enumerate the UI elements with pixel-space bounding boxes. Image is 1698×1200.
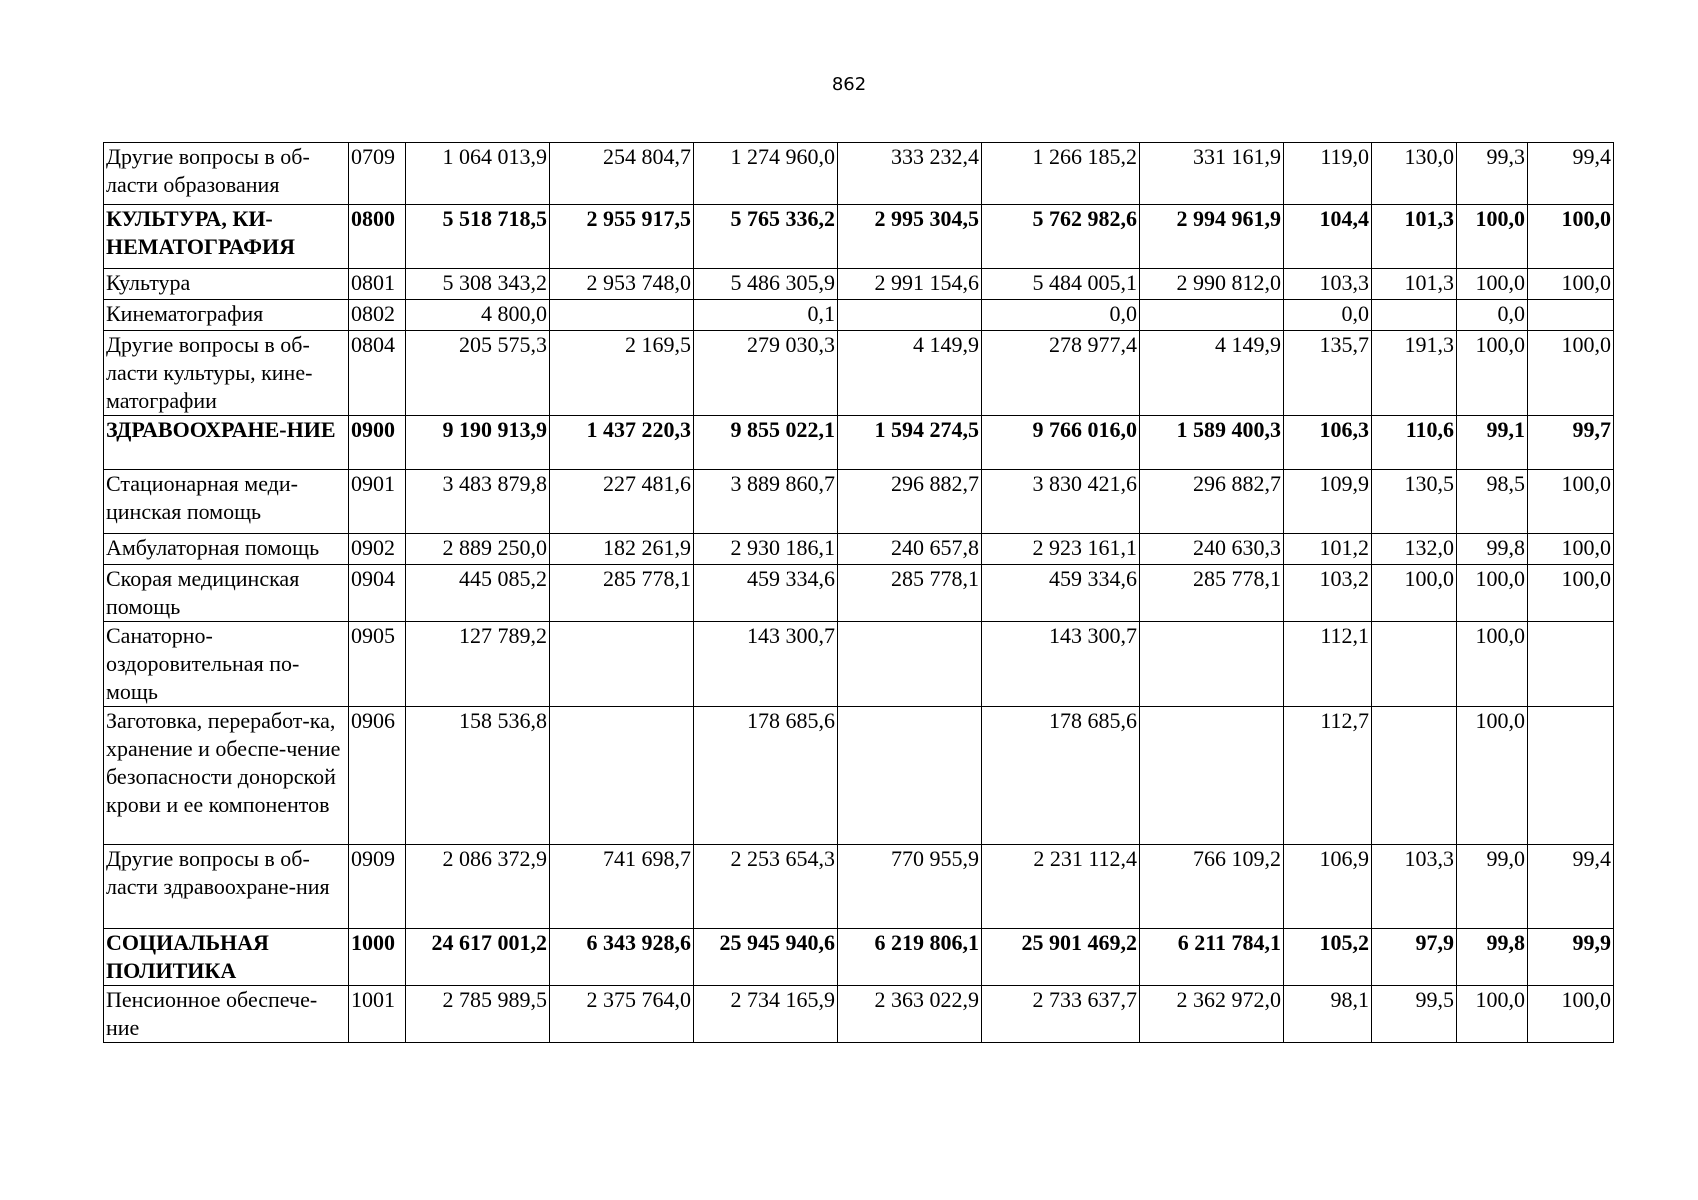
value-cell: 285 778,1 xyxy=(550,565,694,622)
value-cell: 143 300,7 xyxy=(982,622,1140,707)
value-cell xyxy=(1372,622,1457,707)
value-cell: 6 219 806,1 xyxy=(838,929,982,986)
value-cell: 2 995 304,5 xyxy=(838,205,982,269)
value-cell: 459 334,6 xyxy=(982,565,1140,622)
row-name: КУЛЬТУРА, КИ-НЕМАТОГРАФИЯ xyxy=(104,205,349,269)
value-cell: 1 437 220,3 xyxy=(550,416,694,470)
table-row xyxy=(104,565,1614,622)
value-cell: 205 575,3 xyxy=(406,331,550,416)
row-code: 0800 xyxy=(349,205,406,269)
value-cell: 1 274 960,0 xyxy=(694,143,838,205)
value-cell: 100,0 xyxy=(1457,205,1528,269)
value-cell: 2 991 154,6 xyxy=(838,269,982,300)
value-cell xyxy=(838,707,982,845)
row-code: 0900 xyxy=(349,416,406,470)
value-cell: 9 855 022,1 xyxy=(694,416,838,470)
value-cell: 5 762 982,6 xyxy=(982,205,1140,269)
value-cell: 240 657,8 xyxy=(838,534,982,565)
value-cell: 1 266 185,2 xyxy=(982,143,1140,205)
value-cell: 254 804,7 xyxy=(550,143,694,205)
value-cell: 24 617 001,2 xyxy=(406,929,550,986)
value-cell: 2 955 917,5 xyxy=(550,205,694,269)
value-cell: 279 030,3 xyxy=(694,331,838,416)
value-cell: 99,0 xyxy=(1457,845,1528,929)
row-code: 0906 xyxy=(349,707,406,845)
value-cell: 333 232,4 xyxy=(838,143,982,205)
value-cell: 5 308 343,2 xyxy=(406,269,550,300)
value-cell xyxy=(1140,622,1284,707)
value-cell: 4 149,9 xyxy=(838,331,982,416)
value-cell: 3 483 879,8 xyxy=(406,470,550,534)
row-code: 0804 xyxy=(349,331,406,416)
value-cell: 2 734 165,9 xyxy=(694,986,838,1043)
value-cell xyxy=(1372,707,1457,845)
value-cell: 100,0 xyxy=(1457,707,1528,845)
row-code: 0801 xyxy=(349,269,406,300)
value-cell: 2 375 764,0 xyxy=(550,986,694,1043)
row-code: 1000 xyxy=(349,929,406,986)
value-cell: 2 362 972,0 xyxy=(1140,986,1284,1043)
value-cell: 227 481,6 xyxy=(550,470,694,534)
value-cell: 25 901 469,2 xyxy=(982,929,1140,986)
value-cell: 100,0 xyxy=(1528,269,1614,300)
table-row xyxy=(104,622,1614,707)
value-cell: 127 789,2 xyxy=(406,622,550,707)
row-name: Амбулаторная помощь xyxy=(104,534,349,565)
value-cell: 106,9 xyxy=(1284,845,1372,929)
value-cell: 110,6 xyxy=(1372,416,1457,470)
value-cell: 98,1 xyxy=(1284,986,1372,1043)
value-cell: 6 211 784,1 xyxy=(1140,929,1284,986)
value-cell: 112,1 xyxy=(1284,622,1372,707)
value-cell xyxy=(1140,300,1284,331)
value-cell: 9 766 016,0 xyxy=(982,416,1140,470)
value-cell: 2 231 112,4 xyxy=(982,845,1140,929)
value-cell xyxy=(1372,300,1457,331)
value-cell: 158 536,8 xyxy=(406,707,550,845)
value-cell: 99,9 xyxy=(1528,929,1614,986)
value-cell: 2 363 022,9 xyxy=(838,986,982,1043)
value-cell: 2 889 250,0 xyxy=(406,534,550,565)
value-cell: 4 800,0 xyxy=(406,300,550,331)
value-cell: 285 778,1 xyxy=(838,565,982,622)
value-cell: 98,5 xyxy=(1457,470,1528,534)
value-cell: 6 343 928,6 xyxy=(550,929,694,986)
value-cell: 99,8 xyxy=(1457,929,1528,986)
value-cell: 104,4 xyxy=(1284,205,1372,269)
value-cell xyxy=(550,707,694,845)
value-cell: 99,8 xyxy=(1457,534,1528,565)
row-code: 0904 xyxy=(349,565,406,622)
value-cell xyxy=(1528,707,1614,845)
value-cell: 112,7 xyxy=(1284,707,1372,845)
value-cell: 2 990 812,0 xyxy=(1140,269,1284,300)
value-cell: 100,0 xyxy=(1528,470,1614,534)
value-cell xyxy=(838,622,982,707)
value-cell: 2 930 186,1 xyxy=(694,534,838,565)
value-cell: 99,3 xyxy=(1457,143,1528,205)
value-cell: 100,0 xyxy=(1457,269,1528,300)
value-cell: 100,0 xyxy=(1457,622,1528,707)
table-row xyxy=(104,929,1614,986)
row-name: СОЦИАЛЬНАЯ ПОЛИТИКА xyxy=(104,929,349,986)
budget-table xyxy=(103,142,1614,1043)
value-cell: 1 589 400,3 xyxy=(1140,416,1284,470)
value-cell: 2 733 637,7 xyxy=(982,986,1140,1043)
value-cell: 2 253 654,3 xyxy=(694,845,838,929)
row-name: Заготовка, переработ-ка, хранение и обеспе-чение безопасности донорской крови и ее компонентов xyxy=(104,707,349,845)
row-name: Другие вопросы в об-ласти культуры, кине-матографии xyxy=(104,331,349,416)
value-cell xyxy=(1140,707,1284,845)
row-name: Другие вопросы в об-ласти образования xyxy=(104,143,349,205)
value-cell: 3 830 421,6 xyxy=(982,470,1140,534)
value-cell: 178 685,6 xyxy=(694,707,838,845)
value-cell: 103,3 xyxy=(1372,845,1457,929)
table-row xyxy=(104,416,1614,470)
table-row xyxy=(104,331,1614,416)
row-code: 0905 xyxy=(349,622,406,707)
value-cell: 105,2 xyxy=(1284,929,1372,986)
value-cell: 100,0 xyxy=(1457,565,1528,622)
value-cell xyxy=(550,622,694,707)
row-name: Стационарная меди-цинская помощь xyxy=(104,470,349,534)
row-name: Скорая медицинская помощь xyxy=(104,565,349,622)
value-cell: 459 334,6 xyxy=(694,565,838,622)
table-row xyxy=(104,300,1614,331)
value-cell: 100,0 xyxy=(1372,565,1457,622)
value-cell: 109,9 xyxy=(1284,470,1372,534)
value-cell: 2 785 989,5 xyxy=(406,986,550,1043)
table-row xyxy=(104,534,1614,565)
value-cell: 1 594 274,5 xyxy=(838,416,982,470)
value-cell: 278 977,4 xyxy=(982,331,1140,416)
value-cell: 0,0 xyxy=(1284,300,1372,331)
value-cell: 99,1 xyxy=(1457,416,1528,470)
value-cell: 135,7 xyxy=(1284,331,1372,416)
value-cell: 766 109,2 xyxy=(1140,845,1284,929)
row-name: Пенсионное обеспече-ние xyxy=(104,986,349,1043)
value-cell: 5 765 336,2 xyxy=(694,205,838,269)
value-cell: 331 161,9 xyxy=(1140,143,1284,205)
value-cell: 445 085,2 xyxy=(406,565,550,622)
value-cell: 100,0 xyxy=(1528,205,1614,269)
value-cell: 9 190 913,9 xyxy=(406,416,550,470)
table-row xyxy=(104,143,1614,205)
row-name: Культура xyxy=(104,269,349,300)
row-code: 0901 xyxy=(349,470,406,534)
value-cell: 2 953 748,0 xyxy=(550,269,694,300)
value-cell: 132,0 xyxy=(1372,534,1457,565)
value-cell: 191,3 xyxy=(1372,331,1457,416)
value-cell: 130,5 xyxy=(1372,470,1457,534)
table-row xyxy=(104,269,1614,300)
value-cell: 285 778,1 xyxy=(1140,565,1284,622)
value-cell: 741 698,7 xyxy=(550,845,694,929)
value-cell: 97,9 xyxy=(1372,929,1457,986)
value-cell: 2 169,5 xyxy=(550,331,694,416)
value-cell: 119,0 xyxy=(1284,143,1372,205)
value-cell: 0,0 xyxy=(982,300,1140,331)
row-name: Другие вопросы в об-ласти здравоохране-ния xyxy=(104,845,349,929)
row-name: ЗДРАВООХРАНЕ-НИЕ xyxy=(104,416,349,470)
row-code: 0709 xyxy=(349,143,406,205)
table-row xyxy=(104,470,1614,534)
value-cell: 143 300,7 xyxy=(694,622,838,707)
value-cell: 5 518 718,5 xyxy=(406,205,550,269)
value-cell: 2 994 961,9 xyxy=(1140,205,1284,269)
row-name: Кинематография xyxy=(104,300,349,331)
value-cell: 4 149,9 xyxy=(1140,331,1284,416)
value-cell xyxy=(838,300,982,331)
value-cell: 99,4 xyxy=(1528,143,1614,205)
value-cell: 99,4 xyxy=(1528,845,1614,929)
value-cell: 5 486 305,9 xyxy=(694,269,838,300)
value-cell: 0,0 xyxy=(1457,300,1528,331)
value-cell: 0,1 xyxy=(694,300,838,331)
value-cell: 99,7 xyxy=(1528,416,1614,470)
value-cell: 3 889 860,7 xyxy=(694,470,838,534)
value-cell: 101,3 xyxy=(1372,205,1457,269)
value-cell: 103,2 xyxy=(1284,565,1372,622)
row-code: 1001 xyxy=(349,986,406,1043)
value-cell: 101,2 xyxy=(1284,534,1372,565)
row-code: 0802 xyxy=(349,300,406,331)
value-cell: 178 685,6 xyxy=(982,707,1140,845)
row-code: 0909 xyxy=(349,845,406,929)
row-name: Санаторно-оздоровительная по-мощь xyxy=(104,622,349,707)
value-cell: 100,0 xyxy=(1528,565,1614,622)
value-cell: 770 955,9 xyxy=(838,845,982,929)
table-row xyxy=(104,707,1614,845)
row-code: 0902 xyxy=(349,534,406,565)
table-body xyxy=(104,143,1614,1043)
value-cell: 240 630,3 xyxy=(1140,534,1284,565)
value-cell: 296 882,7 xyxy=(1140,470,1284,534)
table-row xyxy=(104,845,1614,929)
value-cell: 101,3 xyxy=(1372,269,1457,300)
value-cell xyxy=(1528,300,1614,331)
table-row xyxy=(104,986,1614,1043)
value-cell: 2 086 372,9 xyxy=(406,845,550,929)
value-cell: 25 945 940,6 xyxy=(694,929,838,986)
value-cell: 100,0 xyxy=(1528,331,1614,416)
value-cell: 1 064 013,9 xyxy=(406,143,550,205)
value-cell: 5 484 005,1 xyxy=(982,269,1140,300)
value-cell: 106,3 xyxy=(1284,416,1372,470)
value-cell: 99,5 xyxy=(1372,986,1457,1043)
value-cell xyxy=(550,300,694,331)
page-number: 862 xyxy=(831,74,867,95)
value-cell: 130,0 xyxy=(1372,143,1457,205)
value-cell: 100,0 xyxy=(1457,331,1528,416)
value-cell xyxy=(1528,622,1614,707)
value-cell: 182 261,9 xyxy=(550,534,694,565)
value-cell: 103,3 xyxy=(1284,269,1372,300)
table-row xyxy=(104,205,1614,269)
value-cell: 296 882,7 xyxy=(838,470,982,534)
value-cell: 2 923 161,1 xyxy=(982,534,1140,565)
value-cell: 100,0 xyxy=(1528,534,1614,565)
value-cell: 100,0 xyxy=(1528,986,1614,1043)
value-cell: 100,0 xyxy=(1457,986,1528,1043)
